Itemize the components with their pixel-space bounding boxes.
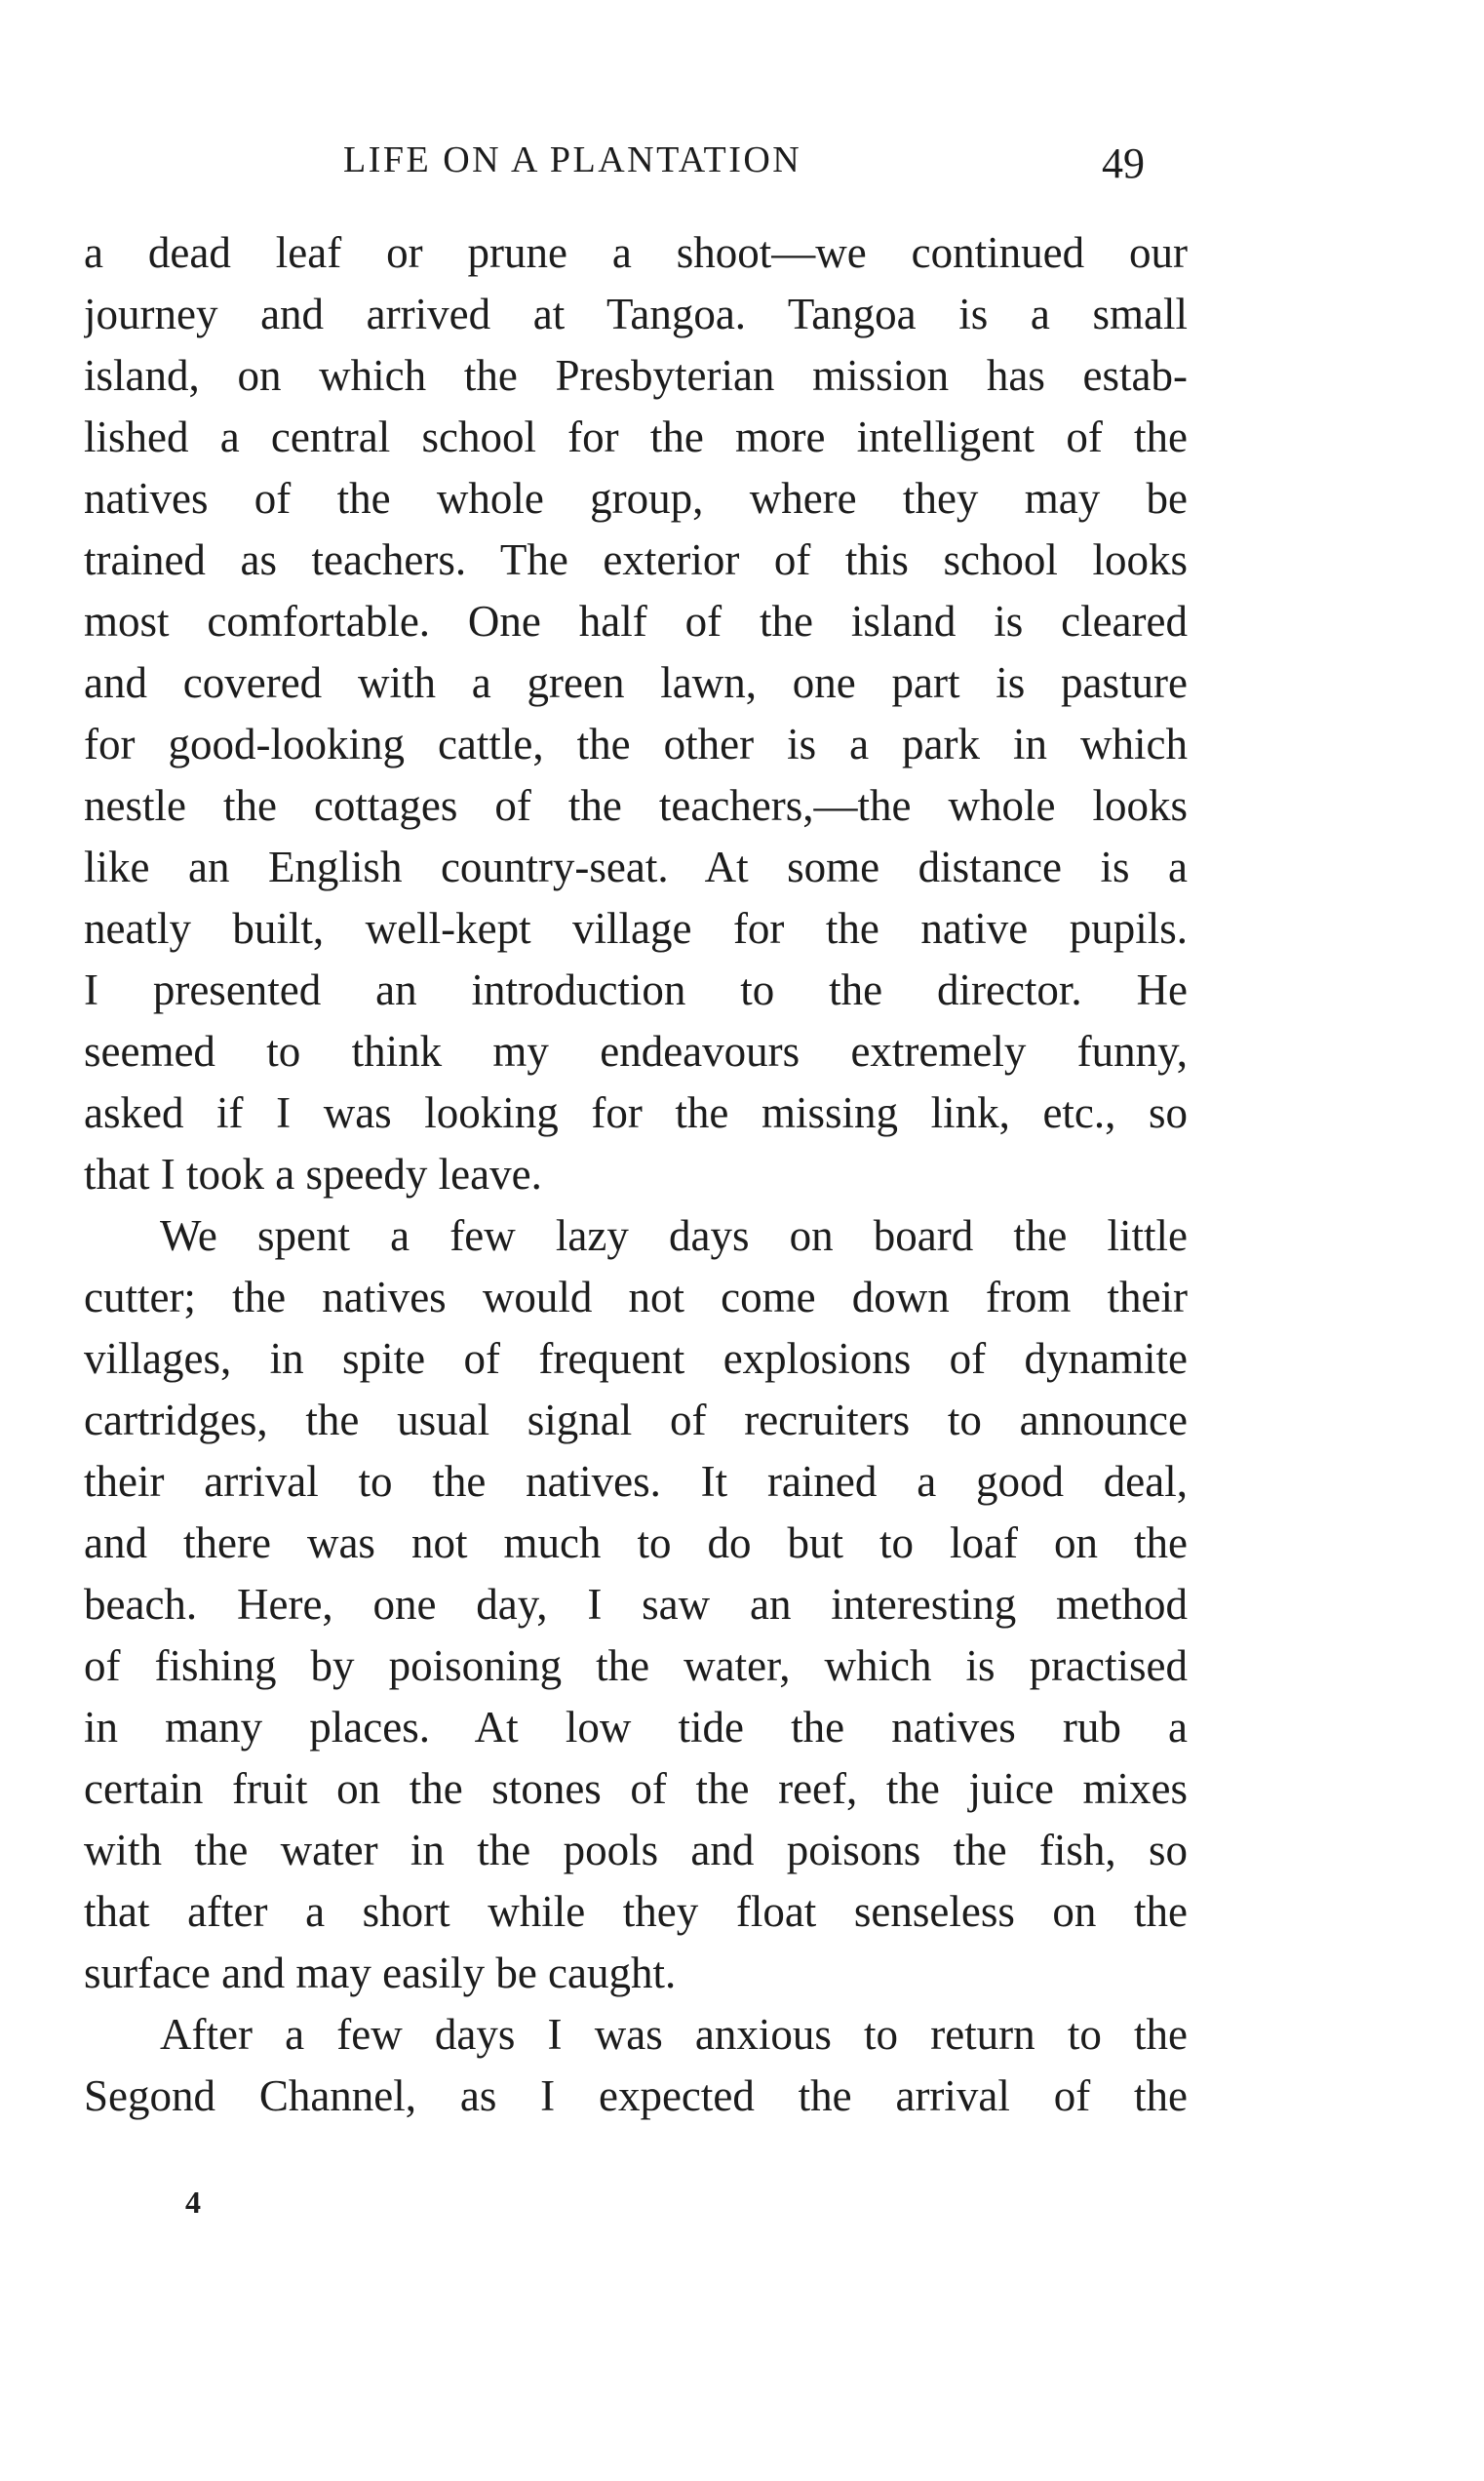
text-line: nestle the cottages of the teachers,—the whole looks: [84, 781, 1188, 830]
running-head: [0, 137, 1484, 195]
text-line: journey and arrived at Tangoa. Tangoa is a small: [84, 290, 1188, 338]
paragraph-3: [84, 2004, 1188, 2127]
text-line: that I took a speedy leave.: [84, 1150, 542, 1199]
paragraph-2: [84, 1205, 1188, 2004]
text-line: cartridges, the usual signal of recruiters to announce: [84, 1396, 1188, 1444]
text-line: of fishing by poisoning the water, which is practised: [84, 1641, 1188, 1690]
text-line: surface and may easily be caught.: [84, 1949, 677, 1997]
text-line: lished a central school for the more intelligent of the: [84, 413, 1188, 461]
text-line: villages, in spite of frequent explosions of dynamite: [84, 1334, 1188, 1383]
text-line: Segond Channel, as I expected the arrival of the: [84, 2071, 1188, 2120]
text-line: I presented an introduction to the director. He: [84, 965, 1188, 1014]
text-line: beach. Here, one day, I saw an interesting method: [84, 1580, 1188, 1629]
text-line: seemed to think my endeavours extremely funny,: [84, 1027, 1188, 1076]
text-line: trained as teachers. The exterior of this school looks: [84, 535, 1188, 584]
text-line: island, on which the Presbyterian mission has estab-: [84, 351, 1188, 400]
text-line: cutter; the natives would not come down from their: [84, 1273, 1188, 1321]
text-line: with the water in the pools and poisons the fish, so: [84, 1826, 1188, 1874]
running-title: LIFE ON A PLANTATION: [343, 139, 802, 180]
text-line: in many places. At low tide the natives rub a: [84, 1703, 1188, 1752]
text-line: a dead leaf or prune a shoot—we continued our: [84, 228, 1188, 277]
text-line: natives of the whole group, where they may be: [84, 474, 1188, 523]
text-line: most comfortable. One half of the island is cleared: [84, 597, 1188, 646]
signature-mark: 4: [185, 2185, 201, 2220]
text-line: and there was not much to do but to loaf on the: [84, 1518, 1188, 1567]
text-line: for good-looking cattle, the other is a park in which: [84, 720, 1188, 768]
text-line: that after a short while they float senseless on the: [84, 1887, 1188, 1936]
page-number: 49: [1102, 139, 1145, 187]
text-line: and covered with a green lawn, one part is pasture: [84, 658, 1188, 707]
text-line: like an English country-seat. At some distance is a: [84, 843, 1188, 891]
paragraph-1: [84, 222, 1188, 1205]
text-line: asked if I was looking for the missing link, etc., so: [84, 1088, 1188, 1137]
text-line: neatly built, well-kept village for the native pupils.: [84, 904, 1188, 953]
text-line: certain fruit on the stones of the reef, the juice mixes: [84, 1764, 1188, 1813]
text-line: After a few days I was anxious to return to the: [160, 2010, 1188, 2059]
body-text: [84, 222, 1188, 2127]
text-line: We spent a few lazy days on board the little: [160, 1211, 1188, 1260]
text-line: their arrival to the natives. It rained a good deal,: [84, 1457, 1188, 1506]
